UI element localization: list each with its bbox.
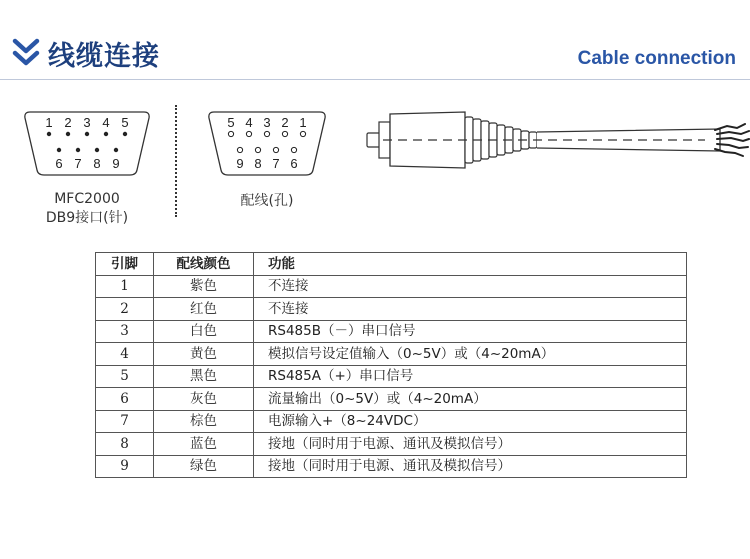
pin-label: 7 bbox=[74, 156, 82, 171]
table-header-row bbox=[96, 253, 687, 276]
db9-female-connector bbox=[205, 106, 329, 180]
table-row bbox=[96, 343, 687, 366]
function-cell: 流量输出（0~5V）或（4~20mA） bbox=[254, 388, 687, 411]
female-connector-caption: 配线(孔) bbox=[240, 193, 294, 209]
pin-label: 2 bbox=[64, 115, 72, 130]
pin-label: 2 bbox=[281, 115, 289, 130]
header-wire-color: 配线颜色 bbox=[154, 253, 254, 276]
function-cell: RS485B（－）串口信号 bbox=[254, 320, 687, 343]
pin-cell: 5 bbox=[96, 365, 154, 388]
color-cell: 紫色 bbox=[154, 275, 254, 298]
caption-interface: DB9接口(针) bbox=[45, 210, 129, 226]
pin-label: 3 bbox=[83, 115, 91, 130]
male-connector-caption bbox=[22, 190, 152, 228]
pin-cell: 6 bbox=[96, 388, 154, 411]
pin-cell: 4 bbox=[96, 343, 154, 366]
db9-male-connector bbox=[20, 106, 154, 180]
pin-label: 1 bbox=[299, 115, 307, 130]
pin-cell: 1 bbox=[96, 275, 154, 298]
page-title-english: Cable connection bbox=[577, 48, 736, 69]
table-row bbox=[96, 298, 687, 321]
table-row bbox=[96, 320, 687, 343]
pin-label: 8 bbox=[93, 156, 101, 171]
caption-model: MFC2000 bbox=[54, 191, 120, 207]
pin-label: 4 bbox=[245, 115, 253, 130]
header-function: 功能 bbox=[254, 253, 687, 276]
pin-label: 5 bbox=[121, 115, 129, 130]
table-row bbox=[96, 365, 687, 388]
color-cell: 绿色 bbox=[154, 455, 254, 478]
pin-assignment-table bbox=[95, 252, 687, 478]
header-divider bbox=[0, 79, 750, 80]
pin-label: 9 bbox=[236, 156, 244, 171]
page-title: 线缆连接 bbox=[48, 41, 160, 72]
table-row bbox=[96, 455, 687, 478]
table-row bbox=[96, 388, 687, 411]
pin-cell: 2 bbox=[96, 298, 154, 321]
pin-label: 8 bbox=[254, 156, 262, 171]
pin-label: 5 bbox=[227, 115, 235, 130]
table-row bbox=[96, 433, 687, 456]
pin-cell: 9 bbox=[96, 455, 154, 478]
double-chevron-down-icon bbox=[12, 38, 40, 68]
pin-label: 7 bbox=[272, 156, 280, 171]
pin-cell: 3 bbox=[96, 320, 154, 343]
color-cell: 白色 bbox=[154, 320, 254, 343]
function-cell: 不连接 bbox=[254, 298, 687, 321]
function-cell: 接地（同时用于电源、通讯及模拟信号） bbox=[254, 455, 687, 478]
pin-label: 6 bbox=[290, 156, 298, 171]
color-cell: 蓝色 bbox=[154, 433, 254, 456]
header-pin: 引脚 bbox=[96, 253, 154, 276]
color-cell: 红色 bbox=[154, 298, 254, 321]
pin-label: 9 bbox=[112, 156, 120, 171]
pin-cell: 7 bbox=[96, 410, 154, 433]
color-cell: 黑色 bbox=[154, 365, 254, 388]
function-cell: RS485A（+）串口信号 bbox=[254, 365, 687, 388]
dotted-separator bbox=[175, 105, 177, 217]
table-row bbox=[96, 275, 687, 298]
pin-label: 3 bbox=[263, 115, 271, 130]
function-cell: 不连接 bbox=[254, 275, 687, 298]
color-cell: 灰色 bbox=[154, 388, 254, 411]
color-cell: 棕色 bbox=[154, 410, 254, 433]
cable-connector-illustration bbox=[365, 100, 750, 182]
pin-label: 1 bbox=[45, 115, 53, 130]
function-cell: 模拟信号设定值输入（0~5V）或（4~20mA） bbox=[254, 343, 687, 366]
function-cell: 电源输入+（8~24VDC） bbox=[254, 410, 687, 433]
function-cell: 接地（同时用于电源、通讯及模拟信号） bbox=[254, 433, 687, 456]
pin-cell: 8 bbox=[96, 433, 154, 456]
pin-label: 6 bbox=[55, 156, 63, 171]
table-row bbox=[96, 410, 687, 433]
color-cell: 黄色 bbox=[154, 343, 254, 366]
pin-label: 4 bbox=[102, 115, 110, 130]
